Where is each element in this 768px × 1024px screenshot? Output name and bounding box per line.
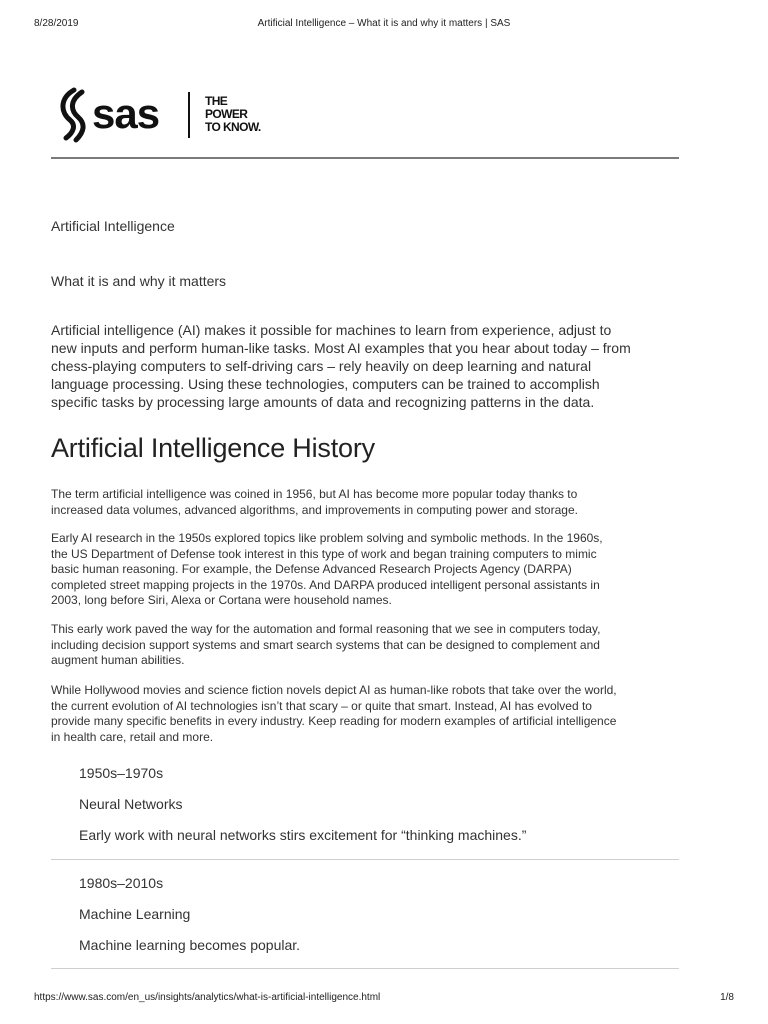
timeline-divider	[51, 859, 679, 860]
section-label: Artificial Intelligence	[51, 218, 175, 234]
intro-paragraph	[51, 321, 685, 411]
sas-wordmark: sas	[92, 90, 160, 137]
paragraph-line: basic human reasoning. For example, the Defense Advanced Research Projects Agency (DARPA)	[51, 562, 572, 576]
page-subtitle: What it is and why it matters	[51, 273, 227, 289]
paragraph-line: completed street mapping projects in the 1970s. And DARPA produced intelligent personal assistants in	[51, 577, 600, 592]
paragraph-line: the current evolution of AI technologies isn’t that scary – or quite that smart. Instead, AI has evolved to	[51, 698, 592, 713]
timeline-topic: Neural Networks	[79, 796, 183, 812]
paragraph-line: The term artificial intelligence was coined in 1956, but AI has become more popular today thanks to	[51, 487, 578, 501]
paragraph-line: in health care, retail and more.	[51, 729, 214, 744]
sas-logo[interactable]	[56, 86, 286, 144]
paragraph-line: 2003, long before Siri, Alexa or Cortana were household names.	[51, 593, 392, 607]
print-date: 8/28/2019	[34, 18, 79, 29]
paragraph-line: increased data volumes, advanced algorithms, and improvements in computing power and storage.	[51, 502, 578, 517]
intro-line: language processing. Using these technologies, computers can be trained to accomplish	[51, 376, 600, 392]
intro-line: new inputs and perform human-like tasks. Most AI examples that you hear about today – from	[51, 340, 631, 356]
tagline-line-1: THE	[205, 94, 228, 108]
timeline-description: Early work with neural networks stirs excitement for “thinking machines.”	[79, 827, 527, 843]
paragraph-line: augment human abilities.	[51, 653, 185, 667]
intro-line: Artificial intelligence (AI) makes it possible for machines to learn from experience, adjust to	[51, 322, 612, 338]
history-paragraph-3	[51, 622, 685, 669]
page-url-link[interactable]: https://www.sas.com/en_us/insights/analytics/what-is-artificial-intelligence.html	[34, 992, 381, 1003]
history-paragraph-4	[51, 683, 685, 745]
timeline-topic: Machine Learning	[79, 906, 191, 922]
paragraph-line: Early AI research in the 1950s explored topics like problem solving and symbolic methods. In the 1960s,	[51, 531, 603, 545]
tagline-line-3: TO KNOW.	[205, 120, 261, 134]
timeline-divider	[51, 968, 679, 969]
timeline-period: 1980s–2010s	[79, 875, 164, 891]
history-paragraph-1	[51, 487, 685, 518]
history-heading: Artificial Intelligence History	[51, 433, 375, 463]
sas-swoosh-icon	[63, 90, 83, 140]
paragraph-line: including decision support systems and smart search systems that can be designed to complement and	[51, 637, 600, 652]
print-header	[0, 0, 768, 34]
print-page-title: Artificial Intelligence – What it is and why it matters | SAS	[257, 18, 511, 29]
page-number: 1/8	[720, 992, 734, 1003]
header-divider	[51, 157, 679, 159]
paragraph-line: the US Department of Defense took interest in this type of work and began training computers to mimic	[51, 546, 597, 561]
intro-line: chess-playing computers to self-driving cars – rely heavily on deep learning and natural	[51, 358, 592, 374]
paragraph-line: This early work paved the way for the automation and formal reasoning that we see in computers today,	[51, 622, 601, 636]
tagline-line-2: POWER	[205, 107, 248, 121]
timeline-period: 1950s–1970s	[79, 765, 164, 781]
history-paragraph-2	[51, 531, 685, 609]
paragraph-line: While Hollywood movies and science fiction novels depict AI as human-like robots that take over the world,	[51, 683, 617, 697]
intro-line: specific tasks by processing large amounts of data and recognizing patterns in the data.	[51, 394, 595, 410]
paragraph-line: provide many specific benefits in every industry. Keep reading for modern examples of artificial intelligence	[51, 714, 617, 728]
timeline-description: Machine learning becomes popular.	[79, 937, 301, 953]
